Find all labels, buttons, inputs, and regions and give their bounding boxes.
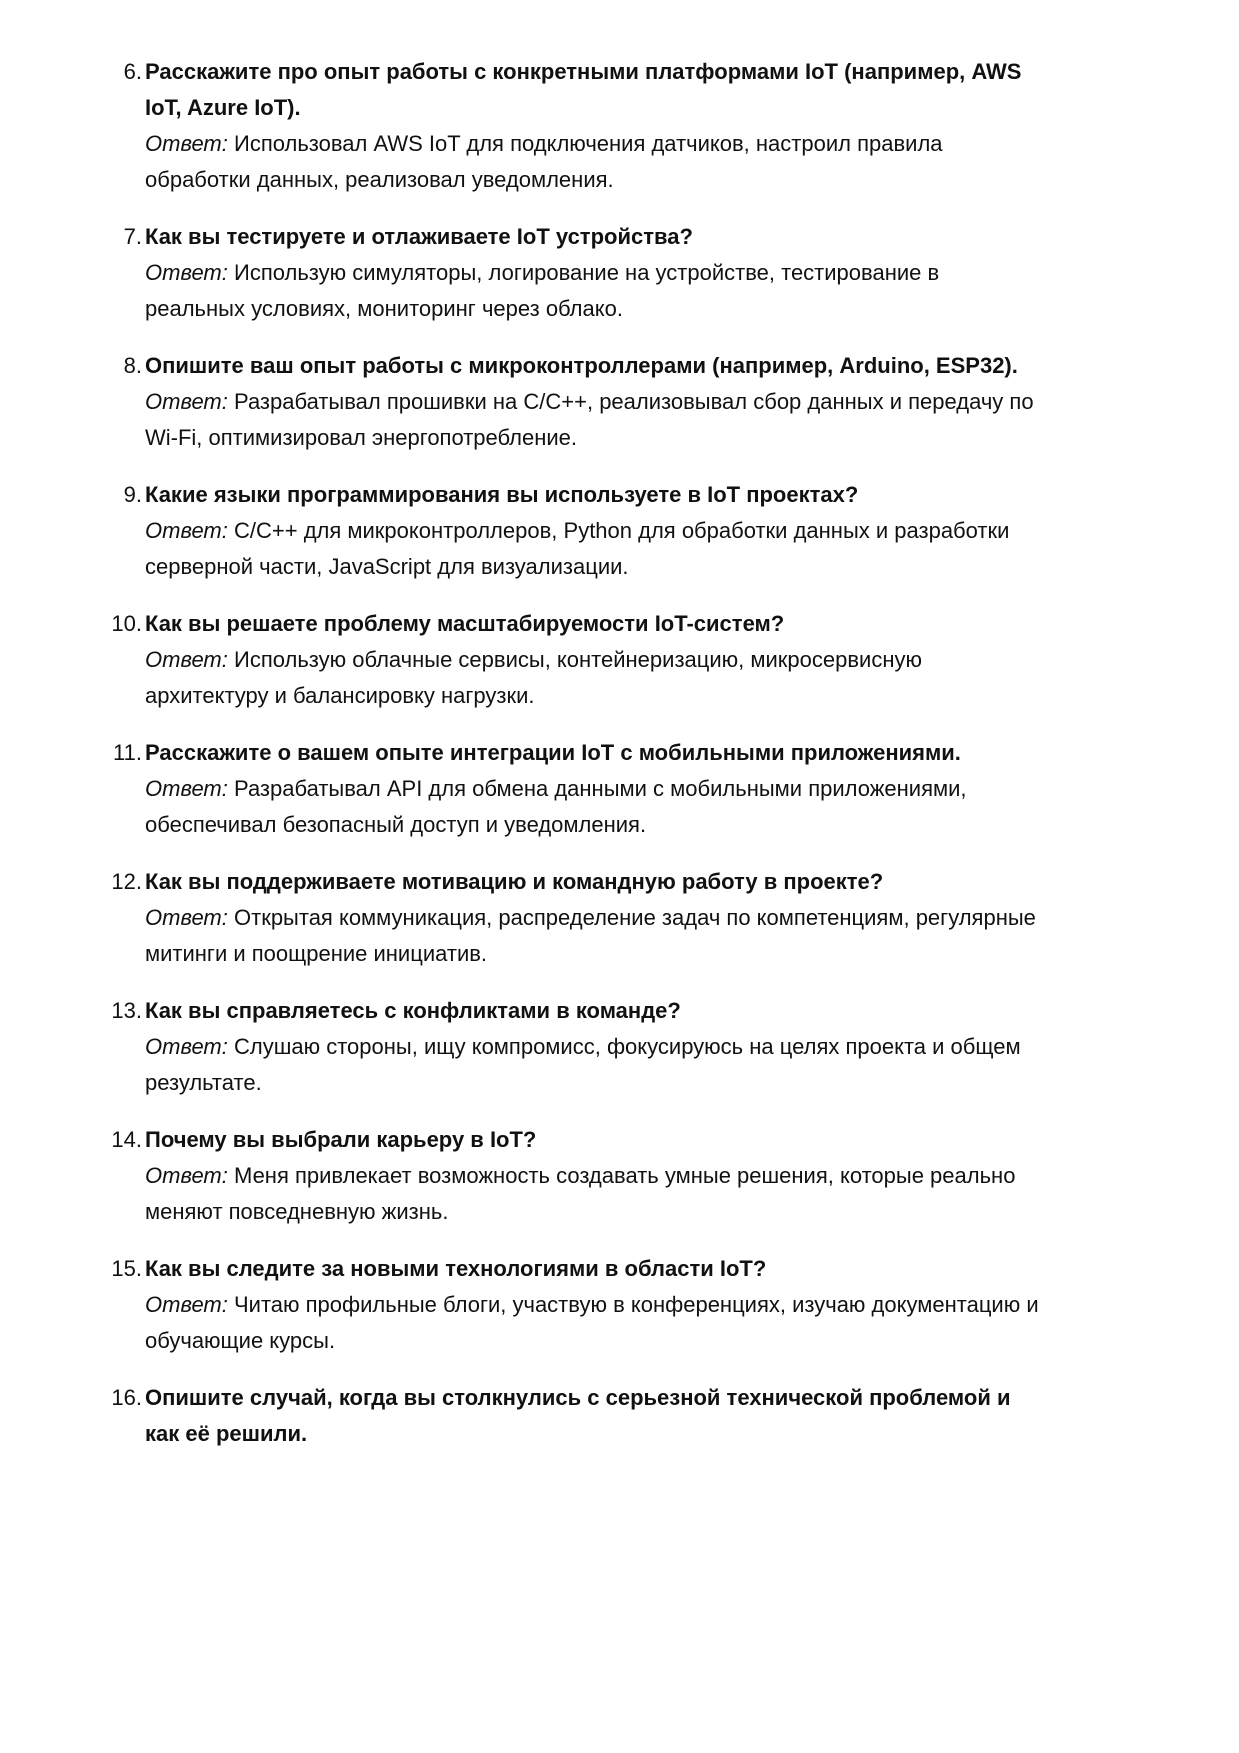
- answer-label: Ответ:: [145, 1292, 228, 1317]
- answer: [145, 642, 1040, 714]
- question-text: Расскажите про опыт работы с конкретными платформами IoT (например, AWS IoT, Azure IoT).: [145, 59, 1022, 120]
- question-text: Как вы следите за новыми технологиями в области IoT?: [145, 1256, 767, 1281]
- answer-label: Ответ:: [145, 131, 228, 156]
- answer: [145, 1158, 1040, 1230]
- answer: [145, 771, 1040, 843]
- question-text: Какие языки программирования вы используете в IoT проектах?: [145, 482, 859, 507]
- list-item: [0, 606, 1040, 714]
- answer-label: Ответ:: [145, 1034, 228, 1059]
- answer-text: Разрабатывал прошивки на C/C++, реализовывал сбор данных и передачу по Wi-Fi, оптимизировал энергопотребление.: [145, 389, 1034, 450]
- list-item: [0, 993, 1040, 1101]
- list-item: [0, 1251, 1040, 1359]
- answer: [145, 384, 1040, 456]
- item-number: 15.: [111, 1256, 142, 1281]
- question-text: Как вы решаете проблему масштабируемости IoT-систем?: [145, 611, 785, 636]
- item-number: 14.: [111, 1127, 142, 1152]
- answer: [145, 900, 1040, 972]
- item-number: 8.: [123, 353, 142, 378]
- answer-text: Использую облачные сервисы, контейнеризацию, микросервисную архитектуру и балансировку нагрузки.: [145, 647, 922, 708]
- item-number: 9.: [123, 482, 142, 507]
- list-item: [0, 1122, 1040, 1230]
- question-text: Как вы тестируете и отлаживаете IoT устройства?: [145, 224, 693, 249]
- item-number: 6.: [123, 59, 142, 84]
- answer-label: Ответ:: [145, 518, 228, 543]
- answer-label: Ответ:: [145, 647, 228, 672]
- list-item: [0, 348, 1040, 456]
- list-item: [0, 1380, 1040, 1452]
- answer: [145, 1287, 1040, 1359]
- item-number: 11.: [113, 740, 142, 765]
- question-list: [0, 54, 1239, 1473]
- item-number: 7.: [123, 224, 142, 249]
- answer-label: Ответ:: [145, 776, 228, 801]
- list-item: [0, 864, 1040, 972]
- answer: [145, 126, 1040, 198]
- answer-text: Открытая коммуникация, распределение задач по компетенциям, регулярные митинги и поощрение инициатив.: [145, 905, 1036, 966]
- list-item: [0, 735, 1040, 843]
- answer-label: Ответ:: [145, 260, 228, 285]
- answer-text: Разрабатывал API для обмена данными с мобильными приложениями, обеспечивал безопасный доступ и уведомления.: [145, 776, 967, 837]
- answer: [145, 255, 1040, 327]
- answer-text: Читаю профильные блоги, участвую в конференциях, изучаю документацию и обучающие курсы.: [145, 1292, 1039, 1353]
- answer-text: Меня привлекает возможность создавать умные решения, которые реально меняют повседневную жизнь.: [145, 1163, 1016, 1224]
- list-item: [0, 477, 1040, 585]
- list-item: [0, 219, 1040, 327]
- question-text: Как вы справляетесь с конфликтами в команде?: [145, 998, 681, 1023]
- answer-label: Ответ:: [145, 389, 228, 414]
- answer: [145, 513, 1040, 585]
- item-number: 13.: [111, 998, 142, 1023]
- answer: [145, 1029, 1040, 1101]
- answer-label: Ответ:: [145, 905, 228, 930]
- question-text: Почему вы выбрали карьеру в IoT?: [145, 1127, 537, 1152]
- question-text: Опишите ваш опыт работы с микроконтроллерами (например, Arduino, ESP32).: [145, 353, 1018, 378]
- item-number: 16.: [111, 1385, 142, 1410]
- question-text: Расскажите о вашем опыте интеграции IoT с мобильными приложениями.: [145, 740, 961, 765]
- answer-label: Ответ:: [145, 1163, 228, 1188]
- answer-text: Слушаю стороны, ищу компромисс, фокусируюсь на целях проекта и общем результате.: [145, 1034, 1021, 1095]
- item-number: 12.: [111, 869, 142, 894]
- question-text: Опишите случай, когда вы столкнулись с серьезной технической проблемой и как её решили.: [145, 1385, 1011, 1446]
- answer-text: Использую симуляторы, логирование на устройстве, тестирование в реальных условиях, мониторинг через облако.: [145, 260, 940, 321]
- answer-text: Использовал AWS IoT для подключения датчиков, настроил правила обработки данных, реализовал уведомления.: [145, 131, 943, 192]
- list-item: [0, 54, 1040, 198]
- answer-text: C/C++ для микроконтроллеров, Python для обработки данных и разработки серверной части, JavaScript для визуализации.: [145, 518, 1010, 579]
- item-number: 10.: [111, 611, 142, 636]
- question-text: Как вы поддерживаете мотивацию и командную работу в проекте?: [145, 869, 884, 894]
